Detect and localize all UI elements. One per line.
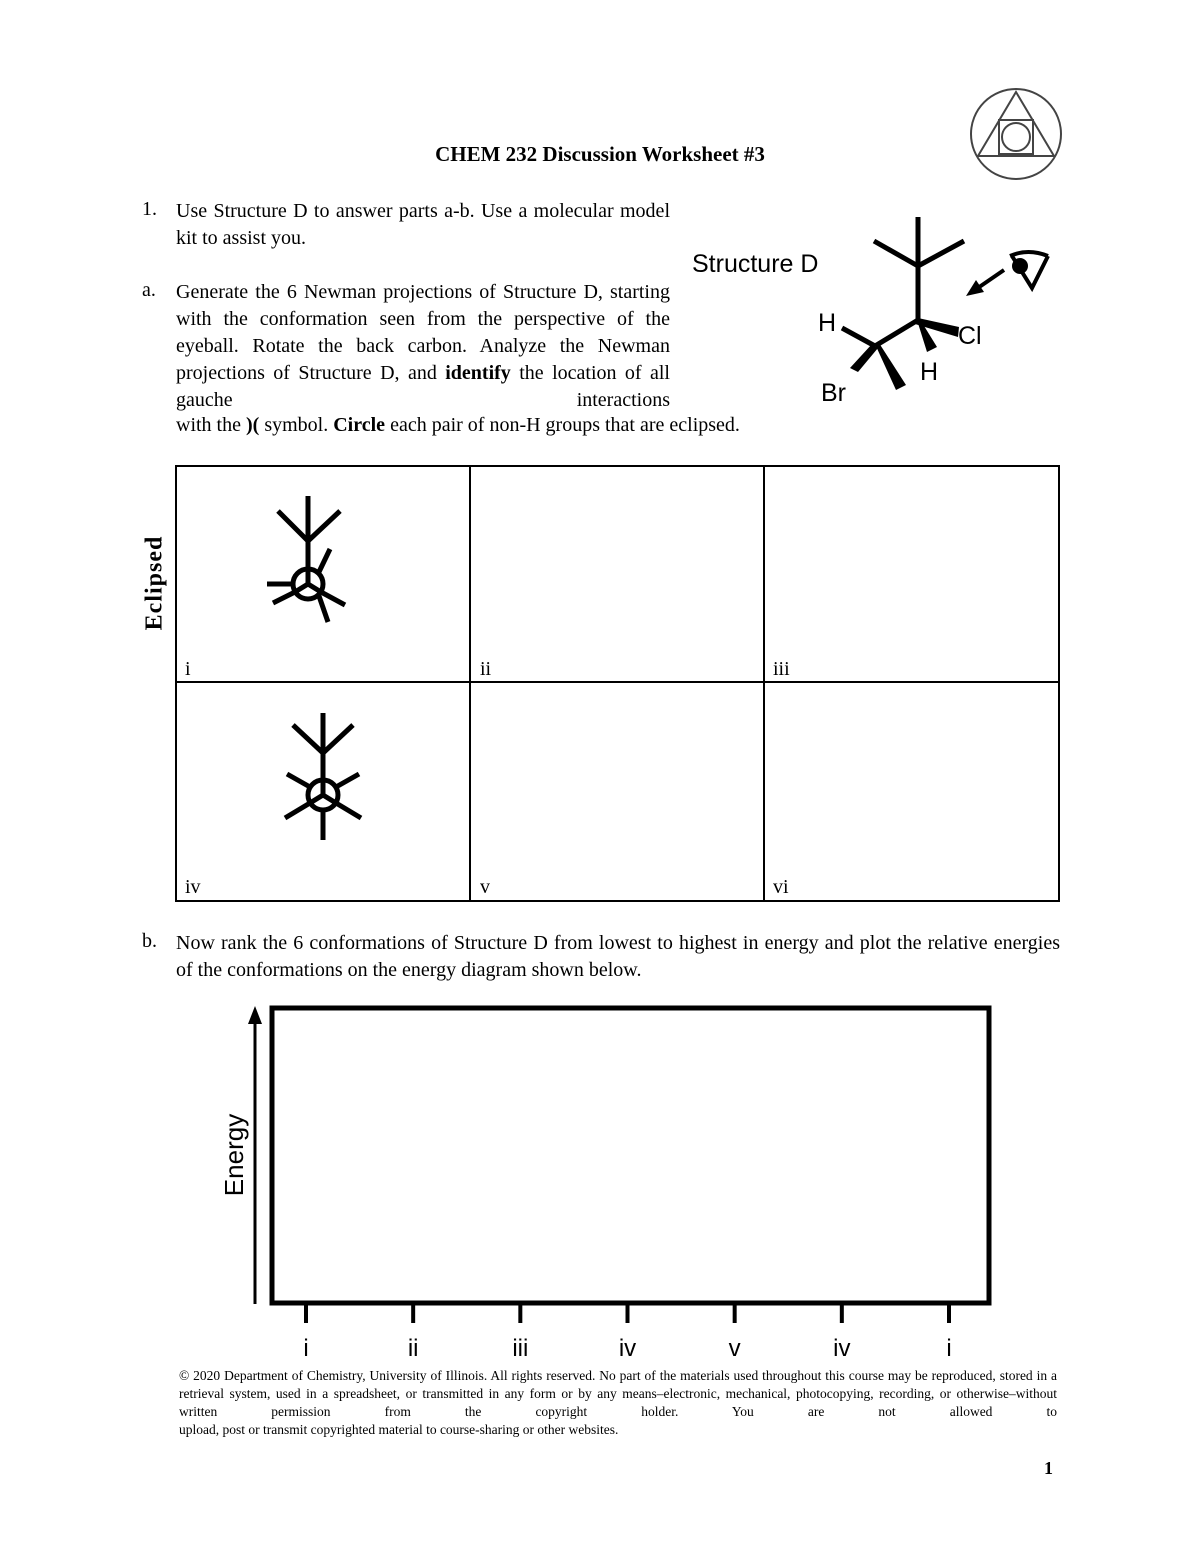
part-a-last-line [176,414,740,437]
wedge-bond-br [850,344,878,372]
energy-axis-label: Energy [219,1113,249,1197]
structure-d-diagram [680,200,1080,420]
page-title: CHEM 232 Discussion Worksheet #3 [435,142,765,166]
copyright-last-line: upload, post or transmit copyrighted material to course-sharing or other websites. [179,1422,619,1437]
part-a-last-mid: symbol. [259,414,334,436]
part-a-body-mid: the location of all gauche interactions [176,362,670,411]
energy-tick-label: iii [512,1335,529,1362]
newman-projection-iv [285,713,361,840]
energy-tick-label: iv [833,1335,851,1362]
alchemy-logo-icon [968,86,1064,182]
eclipsed-row-label: Eclipsed [141,535,168,631]
energy-tick-label: i [303,1335,309,1362]
part-b-label: b. [142,930,157,952]
question-1-text: Use Structure D to answer parts a-b. Use a molecular model kit to assist you. [176,200,670,249]
energy-tick-label: ii [407,1335,419,1362]
part-a-text [176,279,670,414]
energy-plot-frame [272,1008,989,1303]
part-a-label: a. [142,279,156,301]
copyright-notice [179,1367,1057,1439]
circle-bold: Circle [333,414,386,436]
structure-d-label: Structure D [692,250,819,278]
atom-br: Br [821,379,846,407]
atom-h-right: H [920,358,939,386]
cell-label-vi: vi [773,876,789,898]
gauche-symbol: )( [246,414,260,436]
atom-h-left: H [818,309,837,337]
energy-diagram [205,1000,1005,1370]
newman-projection-grid [175,465,1060,902]
energy-tick-label: v [728,1335,741,1362]
part-a-last-post: each pair of non-H groups that are eclipsed. [385,414,740,436]
wedge-bond-h-lower [875,343,906,390]
part-a-body: Generate the 6 Newman projections of Structure D, starting with the conformation seen from the perspective of the eyeball. Rotate the back carbon. Analyze the Newman projections of Structure D, and [176,281,670,384]
part-b-text: Now rank the 6 conformations of Structure D from lowest to highest in energy and plot the relative energies of the conformations on the energy diagram shown below. [176,932,1060,981]
part-a-last-pre: with the [176,414,246,436]
energy-tick-label: i [946,1335,952,1362]
energy-tick-label: iv [618,1335,637,1362]
page-number: 1 [1044,1458,1053,1478]
cell-label-iii: iii [773,658,790,680]
energy-axis-arrow [248,1006,262,1024]
question-number: 1. [142,198,157,220]
cell-label-iv: iv [185,876,201,898]
identify-bold: identify [445,362,511,384]
eyeball-icon [1010,252,1048,288]
energy-ticks [303,1303,951,1362]
copyright-main: © 2020 Department of Chemistry, University of Illinois. All rights reserved. No part of the materials used throughout this course may be reproduced, stored in a retrieval system, used in a spreadsheet, or transmitted in any form or by any means–electronic, mechanical, photocopying, recording, or otherwise–without written permission from the copyright holder. You are not allowed to [179,1368,1057,1419]
view-arrow-head [966,280,984,296]
cell-label-v: v [480,876,490,898]
newman-projection-i [267,496,345,622]
cell-label-ii: ii [480,658,492,680]
atom-cl: Cl [958,322,982,350]
cell-label-i: i [185,658,191,680]
